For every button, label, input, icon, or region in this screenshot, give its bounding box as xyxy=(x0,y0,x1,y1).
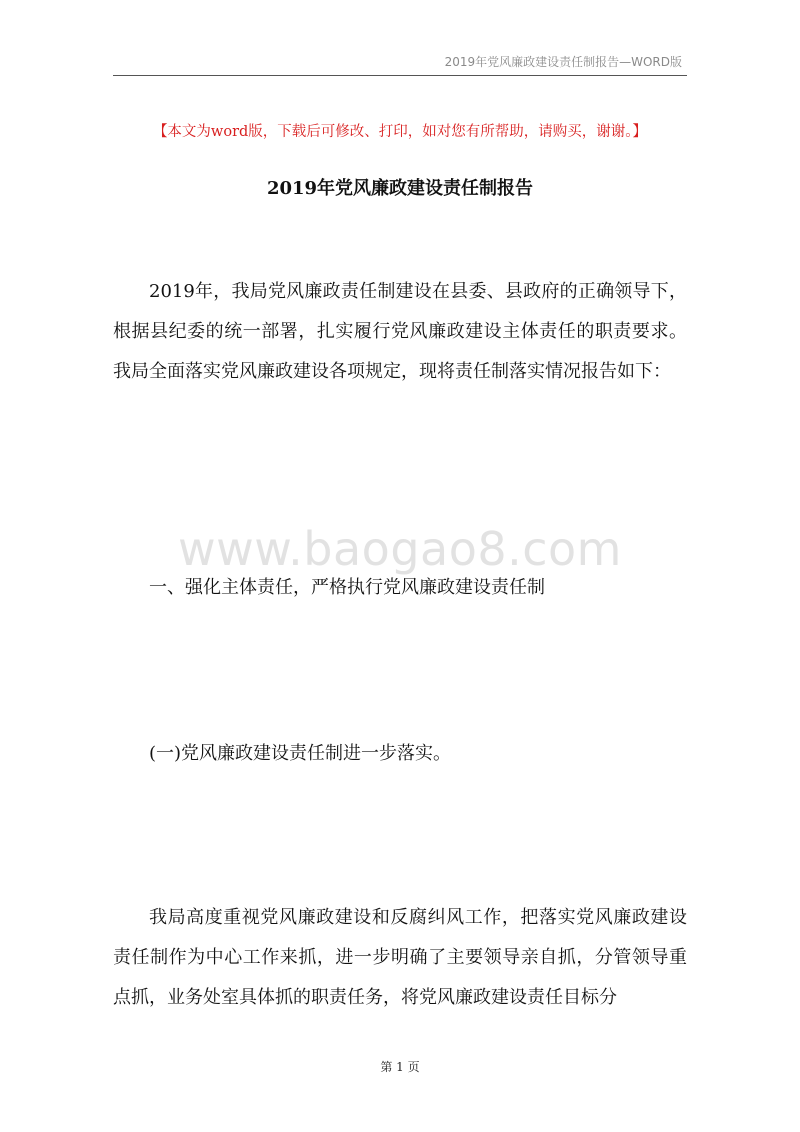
download-notice: 【本文为word版，下载后可修改、打印，如对您有所帮助，请购买，谢谢。】 xyxy=(152,124,648,140)
page-number: 第 1 页 xyxy=(380,1060,420,1074)
watermark: www.baogao8.com xyxy=(178,522,622,576)
header-divider xyxy=(113,75,687,76)
section-heading: 一、强化主体责任，严格执行党风廉政建设责任制 xyxy=(149,577,545,598)
page-header-text: 2019年党风廉政建设责任制报告—WORD版 xyxy=(444,55,682,69)
document-title: 2019年党风廉政建设责任制报告 xyxy=(266,178,534,199)
subsection-heading: (一)党风廉政建设责任制进一步落实。 xyxy=(149,743,452,764)
body-paragraph: 我局高度重视党风廉政建设和反腐纠风工作，把落实党风廉政建设责任制作为中心工作来抓，进一步明确了主要领导亲自抓，分管领导重点抓，业务处室具体抓的职责任务，将党风廉政建设责任目标分 xyxy=(113,907,687,1008)
intro-paragraph: 2019年，我局党风廉政责任制建设在县委、县政府的正确领导下，根据县纪委的统一部署，扎实履行党风廉政建设主体责任的职责要求。我局全面落实党风廉政建设各项规定，现将责任制落实情况报告如下： xyxy=(113,281,687,382)
